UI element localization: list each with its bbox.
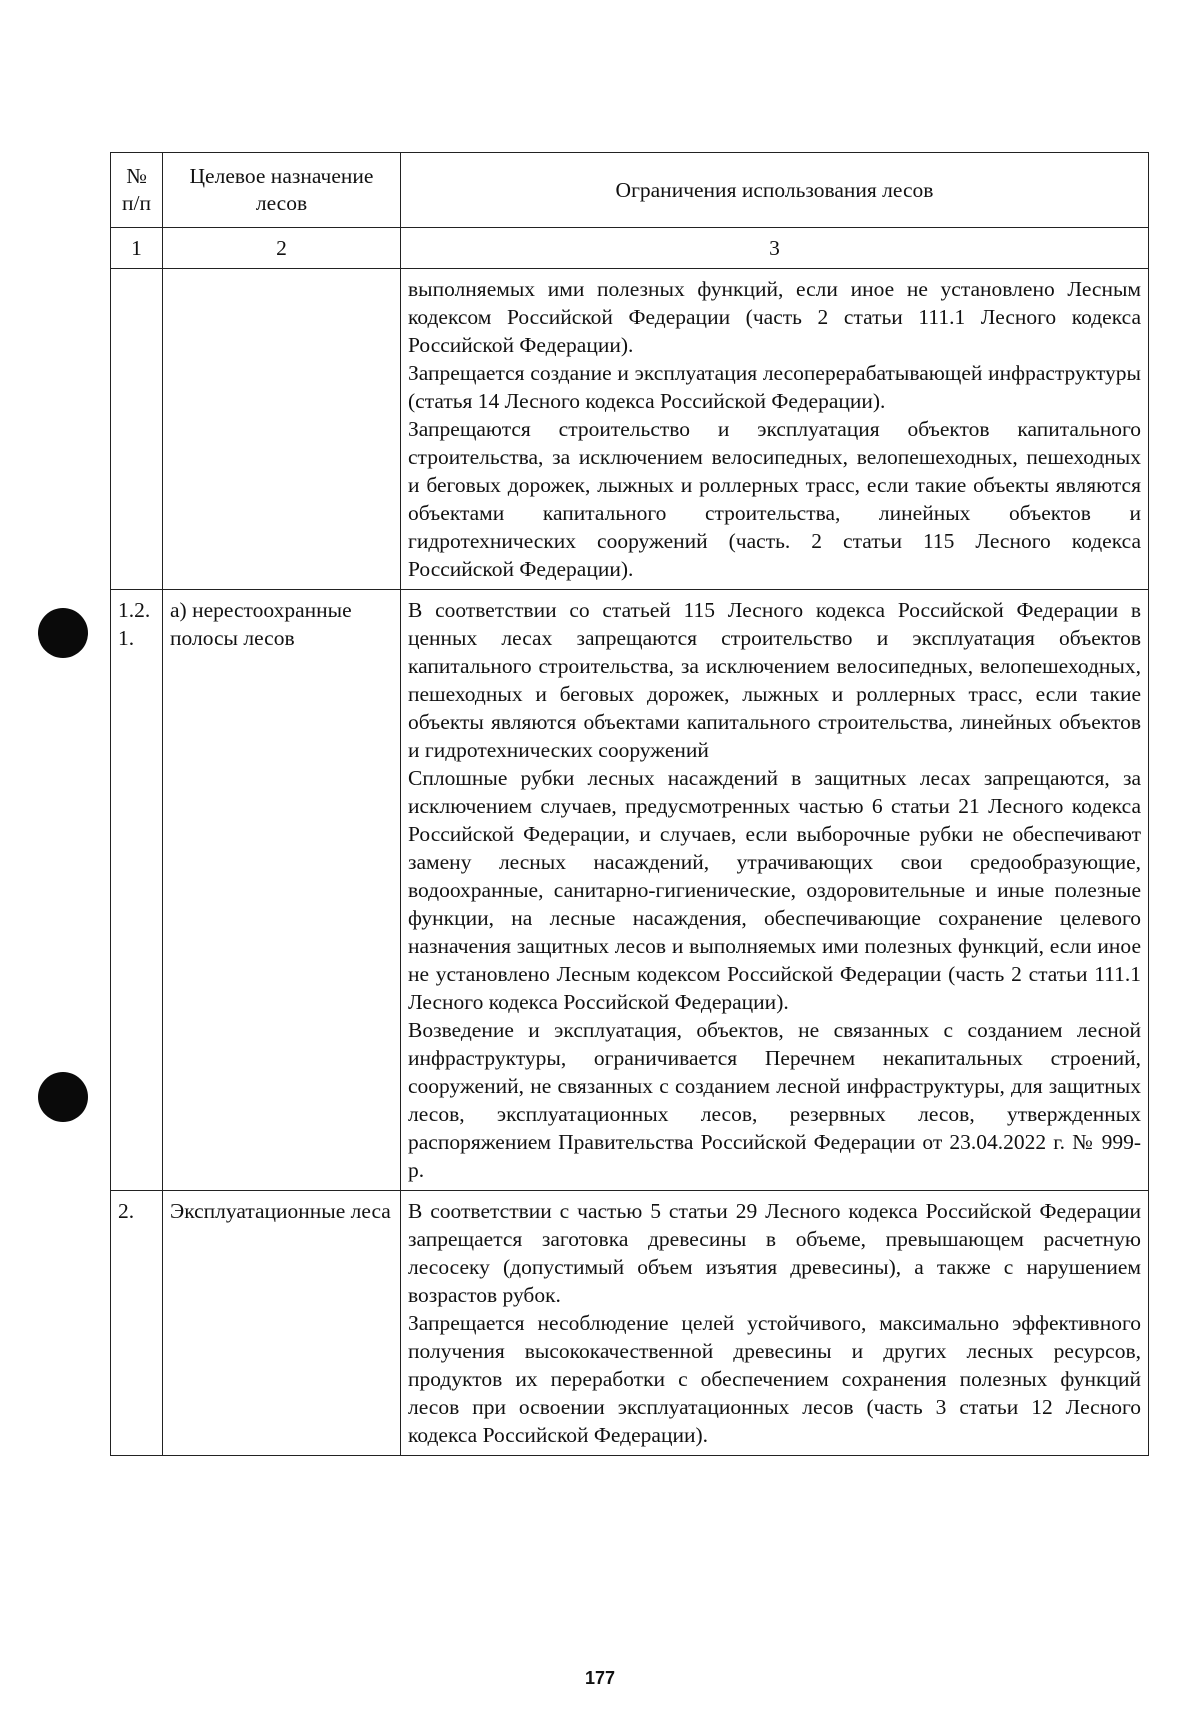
restriction-paragraph: В соответствии со статьей 115 Лесного кодекса Российской Федерации в ценных лесах запрещаются строительство и эксплуатация объектов капитального строительства, за исключением велосипедных, велопешеходных, пешеходных и беговых дорожек, лыжных и роллерных трасс, если такие объекты являются объектами капитального строительства, линейных объектов и гидротехнических сооружений xyxy=(408,598,1141,762)
row-num: 2. xyxy=(111,1191,163,1456)
restrictions-table xyxy=(110,152,1149,1456)
restriction-paragraph: Запрещаются строительство и эксплуатация объектов капитального строительства, за исключением велосипедных, велопешеходных, пешеходных и беговых дорожек, лыжных и роллерных трасс, если такие объекты являются объектами капитального строительства, линейных объектов и гидротехнических сооружений (часть. 2 статьи 115 Лесного кодекса Российской Федерации). xyxy=(408,417,1141,581)
row-purpose: Эксплуатационные леса xyxy=(163,1191,401,1456)
restriction-paragraph: Запрещается несоблюдение целей устойчивого, максимально эффективного получения высококачественной древесины и других лесных ресурсов, продуктов их переработки с обеспечением сохранения полезных функций лесов при освоении эксплуатационных лесов (часть 3 статьи 12 Лесного кодекса Российской Федерации). xyxy=(408,1311,1141,1447)
punch-hole-top xyxy=(38,608,88,658)
restriction-paragraph: Запрещается создание и эксплуатация лесоперерабатывающей инфраструктуры (статья 14 Лесного кодекса Российской Федерации). xyxy=(408,361,1141,413)
header-num: № п/п xyxy=(111,153,163,228)
header-purpose: Целевое назначение лесов xyxy=(163,153,401,228)
column-number-2: 2 xyxy=(163,228,401,269)
table-row xyxy=(111,590,1149,1191)
row-restrictions xyxy=(401,1191,1149,1456)
table-row xyxy=(111,269,1149,590)
header-restrictions: Ограничения использования лесов xyxy=(401,153,1149,228)
punch-hole-bottom xyxy=(38,1072,88,1122)
column-number-1: 1 xyxy=(111,228,163,269)
column-number-row xyxy=(111,228,1149,269)
table-row xyxy=(111,1191,1149,1456)
row-purpose: а) нерестоохранные полосы лесов xyxy=(163,590,401,1191)
restriction-paragraph: В соответствии с частью 5 статьи 29 Лесного кодекса Российской Федерации запрещается заготовка древесины в объеме, превышающем расчетную лесосеку (допустимый объем изъятия древесины), а также с нарушением возрастов рубок. xyxy=(408,1199,1141,1307)
restriction-paragraph: Сплошные рубки лесных насаждений в защитных лесах запрещаются, за исключением случаев, предусмотренных частью 6 статьи 21 Лесного кодекса Российской Федерации, и случаев, если выборочные рубки не обеспечивают замену лесных насаждений, утрачивающих свои средообразующие, водоохранные, санитарно-гигиенические, оздоровительные и иные полезные функции, на лесные насаждения, обеспечивающие сохранение целевого назначения защитных лесов и выполняемых ими полезных функций, если иное не установлено Лесным кодексом Российской Федерации (часть 2 статьи 111.1 Лесного кодекса Российской Федерации). xyxy=(408,766,1141,1014)
row-restrictions xyxy=(401,269,1149,590)
row-num: 1.2. 1. xyxy=(111,590,163,1191)
row-num xyxy=(111,269,163,590)
column-number-3: 3 xyxy=(401,228,1149,269)
header-row xyxy=(111,153,1149,228)
restriction-paragraph: Возведение и эксплуатация, объектов, не связанных с созданием лесной инфраструктуры, ограничивается Перечнем некапитальных строений, сооружений, не связанных с созданием лесной инфраструктуры, для защитных лесов, эксплуатационных лесов, резервных лесов, утвержденных распоряжением Правительства Российской Федерации от 23.04.2022 г. № 999-р. xyxy=(408,1018,1141,1182)
row-restrictions xyxy=(401,590,1149,1191)
row-purpose xyxy=(163,269,401,590)
page-number: 177 xyxy=(584,1668,616,1688)
restriction-paragraph: выполняемых ими полезных функций, если иное не установлено Лесным кодексом Российской Федерации (часть 2 статьи 111.1 Лесного кодекса Российской Федерации). xyxy=(408,277,1141,357)
